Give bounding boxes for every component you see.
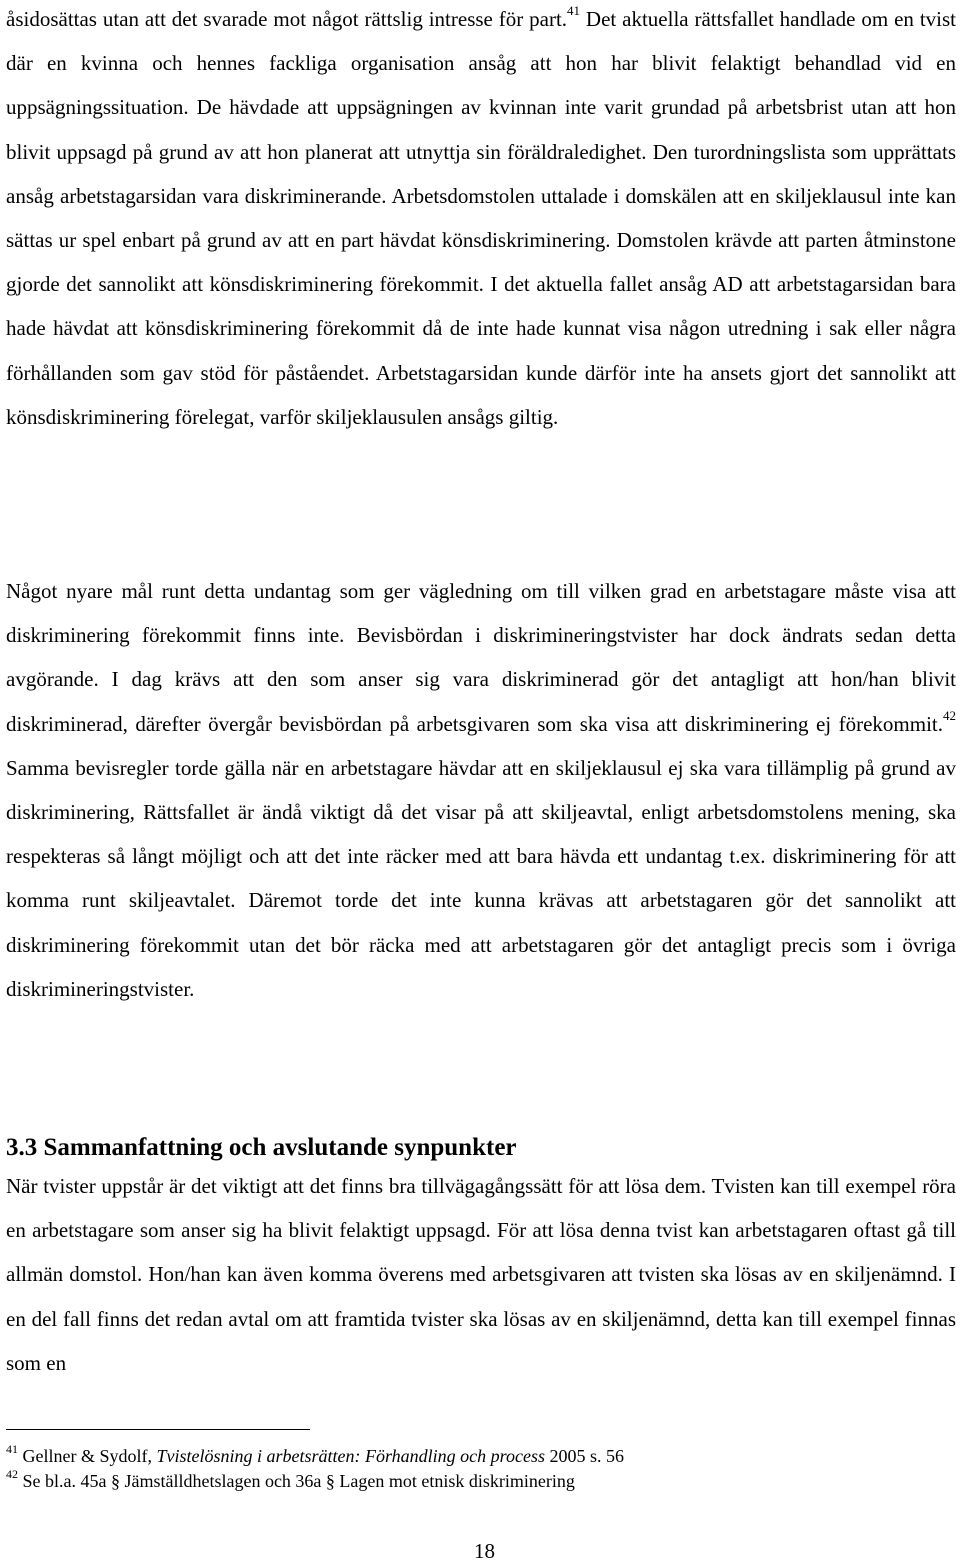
footnote-separator [6, 1429, 310, 1430]
footnote-ref-41[interactable]: 41 [567, 3, 581, 18]
paragraph-1-text-a: åsidosättas utan att det svarade mot något rättslig intresse för part. [6, 7, 568, 31]
footnote-42-text: Se bl.a. 45a § Jämställdhetslagen och 36a § Lagen mot etnisk diskriminering [18, 1471, 575, 1491]
paragraph-1 [6, 0, 956, 439]
paragraph-3 [6, 1164, 956, 1385]
footnote-number-41: 41 [6, 1442, 18, 1456]
paragraph-3-text: När tvister uppstår är det viktigt att det finns bra tillvägagångssätt för att lösa dem. Tvisten kan till exempel röra en arbetstagare som anser sig ha blivit felaktigt uppsagd. För att lösa denna tvist kan arbetstagaren oftast gå till allmän domstol. Hon/han kan även komma överens med arbetsgivaren att tvisten ska lösas av en skiljenämnd. I en del fall finns det redan avtal om att framtida tvister ska lösas av en skiljenämnd, detta kan till exempel finnas som en [6, 1174, 956, 1375]
footnote-41-text-b: 2005 s. 56 [544, 1446, 624, 1466]
paragraph-1-text-b: Det aktuella rättsfallet handlade om en tvist där en kvinna och hennes fackliga organisation ansåg att hon har blivit felaktigt behandlad vid en uppsägningssituation. De hävdade att uppsägningen av kvinnan inte varit grundad på arbetsbrist utan att hon blivit uppsagd på grund av att hon planerat att utnyttja sin föräldraledighet. Den turordningslista som upprättats ansåg arbetstagarsidan vara diskriminerande. Arbetsdomstolen uttalade i domskälen att en skiljeklausul inte kan sättas ur spel enbart på grund av att en part hävdat könsdiskriminering. Domstolen krävde att parten åtminstone gjorde det sannolikt att könsdiskriminering förekommit. I det aktuella fallet ansåg AD att arbetstagarsidan bara hade hävdat att könsdiskriminering förekommit då de inte hade kunnat visa någon utredning i sak eller några förhållanden som gav stöd för påståendet. Arbetstagarsidan kunde därför inte ha ansets gjort det sannolikt att könsdiskriminering förelegat, varför skiljeklausulen ansågs giltig. [6, 7, 956, 429]
paragraph-2-text-a: Något nyare mål runt detta undantag som ger vägledning om till vilken grad en arbetstagare måste visa att diskriminering förekommit finns inte. Bevisbördan i diskrimineringstvister har dock ändrats sedan detta avgörande. I dag krävs att den som anser sig vara diskriminerad gör det antagligt att hon/han blivit diskriminerad, därefter övergår bevisbördan på arbetsgivaren som ska visa att diskriminering ej förekommit. [6, 579, 956, 736]
paragraph-2-text-b: Samma bevisregler torde gälla när en arbetstagare hävdar att en skiljeklausul ej ska vara tillämplig på grund av diskriminering, Rättsfallet är ändå viktigt då det visar på att skiljeavtal, enligt arbetsdomstolens mening, ska respekteras så långt möjligt och att det inte räcker med att bara hävda ett undantag t.ex. diskriminering för att komma runt skiljeavtalet. Däremot torde det inte kunna krävas att arbetstagaren gör det sannolikt att diskriminering förekommit utan det bör räcka med att arbetstagaren gör det antagligt precis som i övriga diskrimineringstvister. [6, 755, 956, 1001]
section-heading: 3.3 Sammanfattning och avslutande synpunkter [6, 1134, 517, 1161]
footnote-ref-42[interactable]: 42 [943, 707, 956, 723]
footnote-number-42: 42 [6, 1467, 18, 1481]
footnote-41-title: Tvistelösning i arbetsrätten: Förhandling och process [156, 1446, 545, 1466]
footnote-41-text-a: Gellner & Sydolf, [18, 1446, 157, 1466]
footnote-42 [6, 1467, 575, 1492]
footnote-41 [6, 1442, 624, 1467]
paragraph-2 [6, 569, 956, 1011]
page-number: 18 [474, 1539, 495, 1563]
